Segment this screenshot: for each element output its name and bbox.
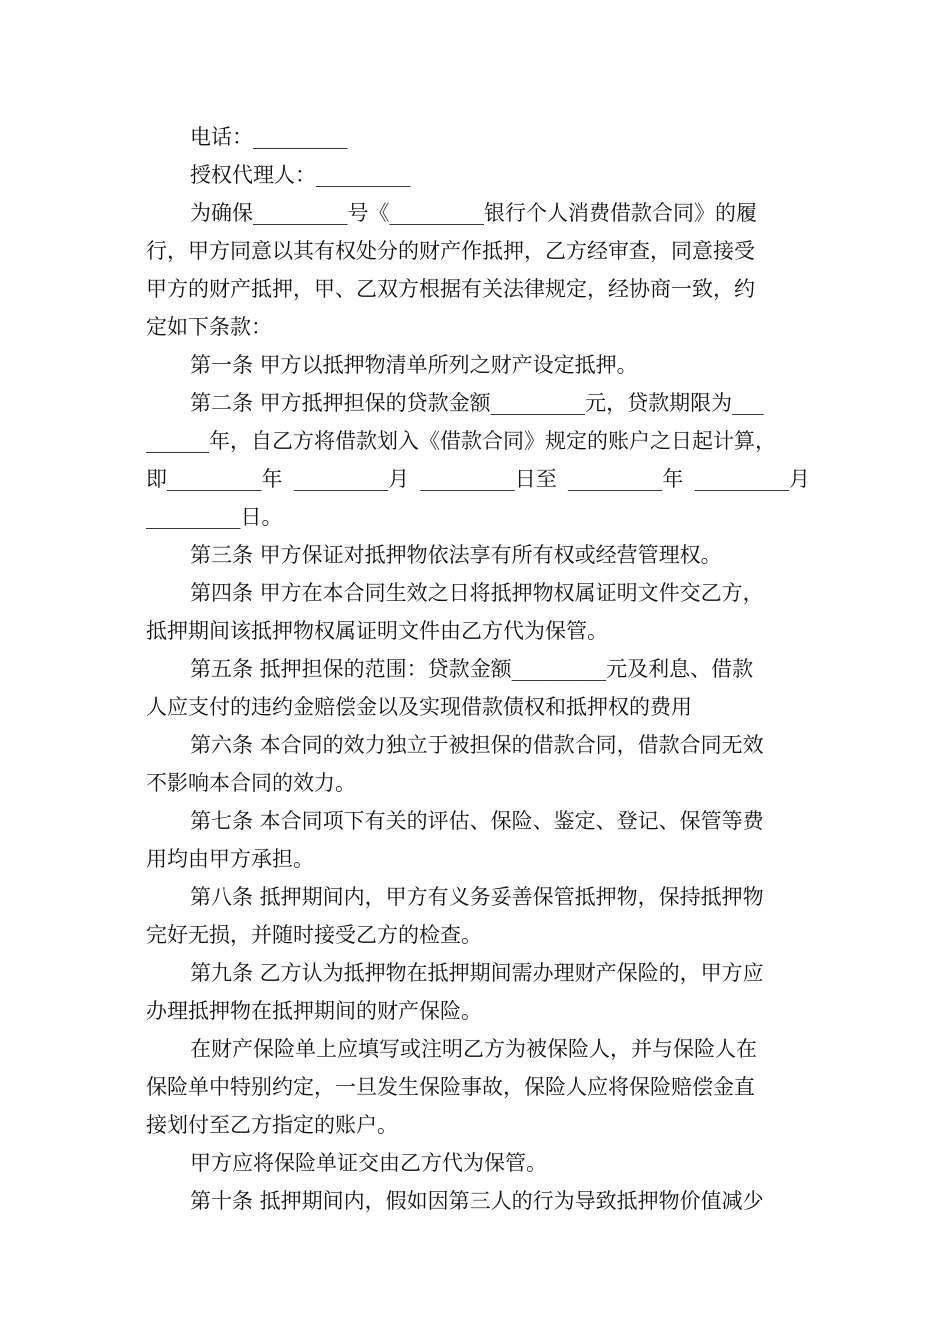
article-9-line-1: 第九条 乙方认为抵押物在抵押期间需办理财产保险的，甲方应 xyxy=(190,961,764,985)
date-start-year: 即_________年 xyxy=(146,467,283,491)
date-start-day: _________日至 xyxy=(420,467,557,491)
paragraph-intro-line-4: 定如下条款： xyxy=(146,315,272,339)
insurance-paragraph-line-2: 保险单中特别约定，一旦发生保险事故，保险人应将保险赔偿金直 xyxy=(146,1075,755,1099)
article-6-line-2: 不影响本合同的效力。 xyxy=(146,771,356,795)
article-4-line-2: 抵押期间该抵押物权属证明文件由乙方代为保管。 xyxy=(146,619,608,643)
article-8-line-1: 第八条 抵押期间内，甲方有义务妥善保管抵押物，保持抵押物 xyxy=(190,885,764,909)
article-6-line-1: 第六条 本合同的效力独立于被担保的借款合同，借款合同无效 xyxy=(190,733,764,757)
article-4-line-1: 第四条 甲方在本合同生效之日将抵押物权属证明文件交乙方， xyxy=(190,581,764,605)
article-5-line-2: 人应支付的违约金赔偿金以及实现借款债权和抵押权的费用 xyxy=(146,695,692,719)
insurance-paragraph-line-1: 在财产保险单上应填写或注明乙方为被保险人，并与保险人在 xyxy=(190,1037,757,1061)
date-start-month: _________月 xyxy=(293,467,410,491)
article-8-line-2: 完好无损，并随时接受乙方的检查。 xyxy=(146,923,482,947)
date-end-year: _________年 xyxy=(567,467,684,491)
article-7-line-2: 用均由甲方承担。 xyxy=(146,847,314,871)
paragraph-intro-line-3: 甲方的财产抵押，甲、乙双方根据有关法律规定，经协商一致，约 xyxy=(146,277,755,301)
paragraph-intro-line-1: 为确保_________号《_________银行个人消费借款合同》的履 xyxy=(190,201,757,225)
article-2-line-4: _________日。 xyxy=(146,505,283,529)
date-end-month: _________月 xyxy=(694,467,810,491)
insurance-custody-line: 甲方应将保险单证交由乙方代为保管。 xyxy=(190,1151,547,1175)
article-1: 第一条 甲方以抵押物清单所列之财产设定抵押。 xyxy=(190,353,638,377)
agent-line: 授权代理人：_________ xyxy=(190,163,411,187)
article-2-date-row xyxy=(146,459,810,499)
article-3: 第三条 甲方保证对抵押物依法享有所有权或经营管理权。 xyxy=(190,543,722,567)
paragraph-intro-line-2: 行，甲方同意以其有权处分的财产作抵押，乙方经审查，同意接受 xyxy=(146,239,755,263)
article-2-line-2: ______年，自乙方将借款划入《借款合同》规定的账户之日起计算， xyxy=(146,429,776,453)
article-7-line-1: 第七条 本合同项下有关的评估、保险、鉴定、登记、保管等费 xyxy=(190,809,764,833)
article-5-line-1: 第五条 抵押担保的范围：贷款金额_________元及利息、借款 xyxy=(190,657,754,681)
phone-line: 电话：_________ xyxy=(190,125,348,149)
article-10-line-1: 第十条 抵押期间内，假如因第三人的行为导致抵押物价值减少 xyxy=(190,1189,764,1213)
article-2-line-1: 第二条 甲方抵押担保的贷款金额_________元，贷款期限为___ xyxy=(190,391,764,415)
insurance-paragraph-line-3: 接划付至乙方指定的账户。 xyxy=(146,1113,398,1137)
article-9-line-2: 办理抵押物在抵押期间的财产保险。 xyxy=(146,999,482,1023)
